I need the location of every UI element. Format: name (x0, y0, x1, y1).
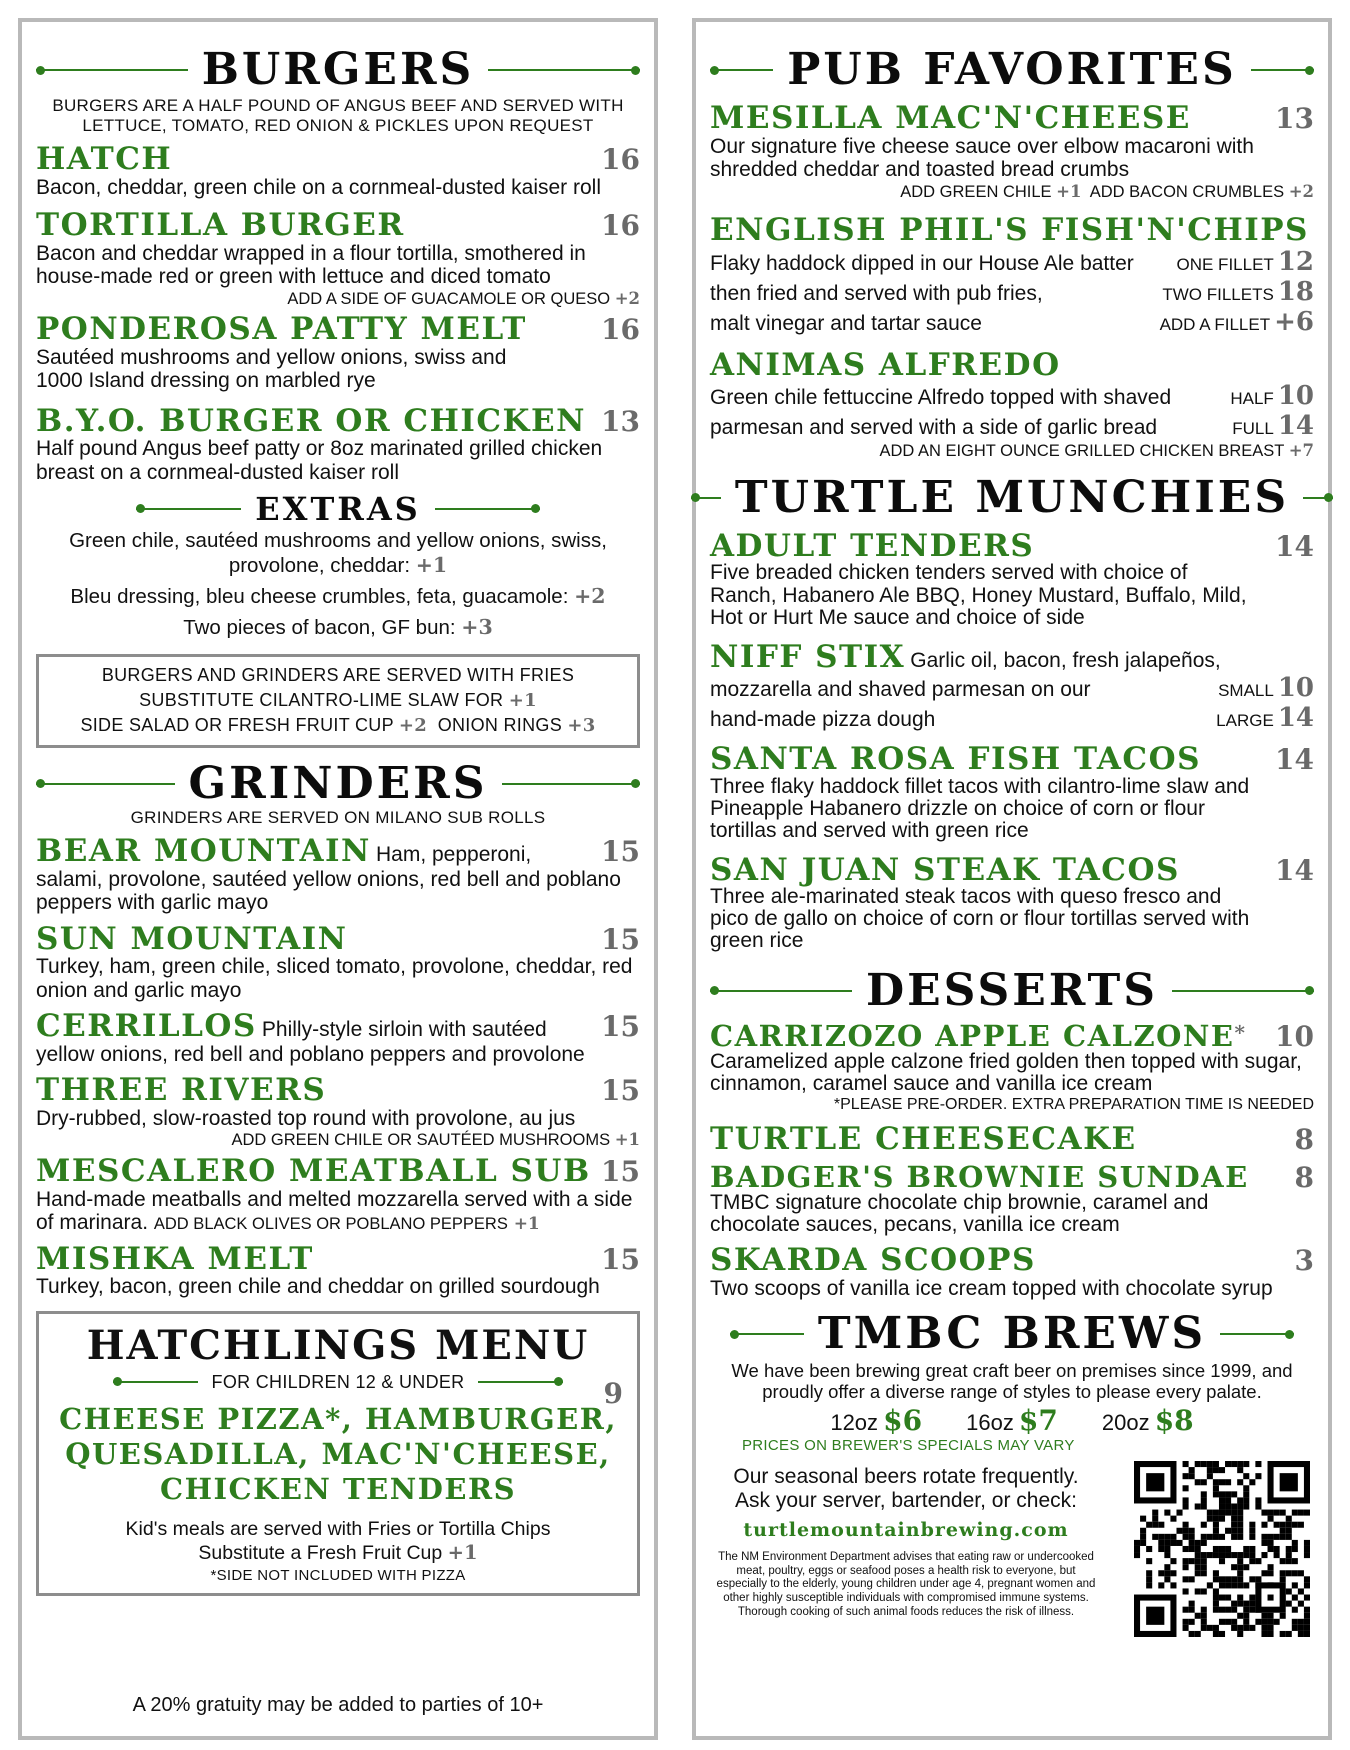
tmbc-brews-header (710, 1308, 1314, 1360)
seasonal-info (710, 1465, 1102, 1620)
hatchlings-box (36, 1311, 640, 1596)
item-name: THREE RIVERS (36, 1072, 327, 1109)
item-name: BADGER'S BROWNIE SUNDAE (710, 1159, 1249, 1194)
item-desc: Caramelized apple calzone fried golden then topped with sugar, cinnamon, caramel sauce and vanilla ice cream (710, 1049, 1302, 1096)
extras-line-1: Green chile, sautéed mushrooms and yellow onions, swiss, provolone, cheddar: +1 (69, 528, 607, 578)
item-desc: Bacon, cheddar, green chile on a cornmeal-dusted kaiser roll (36, 175, 601, 199)
brews-footer (710, 1461, 1314, 1691)
menu-item-adult-tenders (710, 527, 1314, 629)
menu-item-carrizozo-apple-calzone: CARRIZOZO APPLE CALZONE* 10 Caramelized apple calzone fried golden then topped with sugar, cinnamon, caramel sauce and vanilla ice cream *PLEASE PRE-ORDER. EXTRA PREPARATION TIME IS NEEDED (710, 1018, 1314, 1114)
menu-item-san-juan-steak-tacos (710, 851, 1314, 953)
right-panel-content (710, 22, 1314, 1736)
item-price: 14 (1275, 743, 1314, 777)
turtle-munchies-header (710, 471, 1314, 523)
sides-info-box (36, 654, 640, 748)
menu-item-three-rivers (36, 1074, 640, 1151)
health-advisory: The NM Environment Department advises that eating raw or undercooked meat, poultry, eggs or seafood poses a health risk to everyone, but especially to the elderly, young children under age 4, pregnant women and other highly susceptible individuals with compromised immune systems. Thorough cooking of such animal foods reduces the risk of illness. (716, 1550, 1096, 1619)
item-inline-desc: Philly-style sirloin with sautéed (261, 1018, 547, 1042)
item-addon: ADD AN EIGHT OUNCE GRILLED CHICKEN BREAST +7 (879, 441, 1314, 461)
kids-items-line-1: CHEESE PIZZA*, HAMBURGER, (59, 1402, 617, 1437)
item-name: HATCH (36, 141, 173, 178)
item-price: 15 (601, 1074, 640, 1108)
item-price: 13 (601, 404, 640, 438)
item-price: 15 (601, 922, 640, 956)
pub-favorites-title: PUB FAVORITES (787, 44, 1237, 95)
kids-note-1: Kid's meals are served with Fries or Tortilla Chips (125, 1517, 551, 1540)
item-name: SANTA ROSA FISH TACOS (710, 741, 1201, 778)
item-price: 15 (601, 1155, 640, 1188)
left-panel-content (36, 22, 640, 1736)
sides-line-3: SIDE SALAD OR FRESH FRUIT CUP +2 ONION RINGS +3 (80, 715, 596, 737)
menu-item-santa-rosa-fish-tacos (710, 743, 1314, 842)
item-name: CERRILLOS (36, 1008, 257, 1045)
desserts-title: DESSERTS (865, 964, 1159, 1016)
item-name: SKARDA SCOOPS (710, 1242, 1036, 1279)
brews-intro: We have been brewing great craft beer on premises since 1999, and proudly offer a diverse range of styles to please every palate. (731, 1360, 1293, 1403)
item-desc: Half pound Angus beef patty or 8oz marinated grilled chicken breast on a cornmeal-dusted kaiser roll (36, 437, 603, 484)
item-price: 14 (1275, 529, 1314, 563)
item-desc: salami, provolone, sautéed yellow onions, red bell and poblano peppers with garlic mayo (36, 867, 621, 915)
grinders-title: GRINDERS (188, 757, 488, 809)
beer-price-16oz: 16oz $7 (966, 1403, 1058, 1437)
item-price: 13 (1275, 102, 1314, 135)
beer-prices (710, 1403, 1314, 1437)
extras-header (36, 489, 640, 528)
item-name: TORTILLA BURGER (36, 207, 405, 244)
hatchlings-subtitle-row (53, 1372, 623, 1393)
item-name: ADULT TENDERS (710, 527, 1035, 564)
item-desc: Turkey, bacon, green chile and cheddar on grilled sourdough (36, 1275, 600, 1299)
sides-line-1: BURGERS AND GRINDERS ARE SERVED WITH FRIES (101, 664, 575, 685)
item-price: 15 (601, 1010, 640, 1044)
tmbc-brews-title: TMBC BREWS (817, 1308, 1207, 1360)
qr-code-icon[interactable] (1134, 1461, 1310, 1637)
kids-note-3: *SIDE NOT INCLUDED WITH PIZZA (210, 1567, 466, 1585)
hatchlings-title: HATCHLINGS MENU (86, 1321, 590, 1369)
item-inline-desc: Ham, pepperoni, (375, 843, 532, 867)
price-one-fillet: ONE FILLET 12 (1176, 246, 1314, 277)
item-name: PONDEROSA PATTY MELT (36, 311, 527, 348)
website-link[interactable]: turtlemountainbrewing.com (743, 1518, 1069, 1541)
item-desc: Sautéed mushrooms and yellow onions, swiss and 1000 Island dressing on marbled rye (36, 345, 507, 393)
price-half: HALF 10 (1230, 381, 1314, 412)
hatchlings-subtitle: FOR CHILDREN 12 & UNDER (211, 1371, 465, 1392)
item-name: MESILLA MAC'N'CHEESE (710, 100, 1191, 136)
item-desc: Five breaded chicken tenders served with choice of Ranch, Habanero Ale BBQ, Honey Mustard, Buffalo, Mild, Hot or Hurt Me sauce and choice of side (710, 561, 1247, 629)
burgers-header (36, 44, 640, 95)
kids-items-line-2: QUESADILLA, MAC'N'CHEESE, (65, 1437, 611, 1472)
menu-item-niff-stix: NIFF STIX Garlic oil, bacon, fresh jalapeños, mozzarella and shaved parmesan on our SMALL 10 hand-made pizza dough LARGE 14 (710, 638, 1314, 734)
item-price: 10 (1275, 1019, 1314, 1053)
menu-item-mesilla-mac (710, 102, 1314, 202)
menu-item-sun-mountain (36, 920, 640, 1003)
item-desc: TMBC signature chocolate chip brownie, caramel and chocolate sauces, pecans, vanilla ice cream (710, 1191, 1209, 1237)
beer-price-12oz: 12oz $6 (830, 1403, 923, 1437)
menu-item-mishka-melt (36, 1240, 640, 1299)
price-add-fillet: ADD A FILLET +6 (1159, 306, 1314, 337)
price-two-fillets: TWO FILLETS 18 (1162, 276, 1314, 307)
menu-item-fish-n-chips: ENGLISH PHIL'S FISH'N'CHIPS Flaky haddock dipped in our House Ale batter ONE FILLET 12 then fried and served with pub fries, TWO FILLETS 18 malt vinegar and tartar sauce ADD A FILLET +6 (710, 212, 1314, 337)
item-name: CARRIZOZO APPLE CALZONE (710, 1018, 1235, 1053)
turtle-munchies-title: TURTLE MUNCHIES (734, 471, 1290, 523)
kids-note-2: Substitute a Fresh Fruit Cup +1 (198, 1541, 478, 1565)
item-name: ENGLISH PHIL'S FISH'N'CHIPS (710, 212, 1309, 249)
price-large: LARGE 14 (1216, 703, 1314, 734)
gratuity-note: A 20% gratuity may be added to parties of 10+ (132, 1694, 544, 1716)
grinders-note: GRINDERS ARE SERVED ON MILANO SUB ROLLS (130, 807, 546, 827)
menu-item-byo-burger (36, 402, 640, 485)
item-addon: ADD A SIDE OF GUACAMOLE OR QUESO +2 (287, 288, 640, 308)
menu-item-brownie-sundae (710, 1159, 1314, 1237)
item-price: 16 (601, 209, 640, 243)
item-desc: Hand-made meatballs and melted mozzarella served with a side of marinara. ADD BLACK OLIVES OR POBLANO PEPPERS +1 (36, 1187, 633, 1235)
kids-items-line-3: CHICKEN TENDERS (159, 1471, 517, 1506)
item-price: 16 (601, 143, 640, 177)
menu-item-mescalero-meatball-sub (36, 1155, 640, 1235)
hatchlings-price: 9 (603, 1376, 623, 1410)
item-desc: Bacon and cheddar wrapped in a flour tortilla, smothered in house-made red or green with lettuce and diced tomato (36, 241, 586, 289)
item-desc: Our signature five cheese sauce over elbow macaroni with shredded cheddar and toasted bread crumbs (710, 134, 1254, 182)
item-desc: yellow onions, red bell and poblano peppers and provolone (36, 1042, 585, 1066)
menu-item-skarda-scoops (710, 1244, 1314, 1300)
item-name: BEAR MOUNTAIN (36, 833, 371, 870)
item-name: B.Y.O. BURGER OR CHICKEN (36, 402, 586, 439)
item-addon: ADD GREEN CHILE OR SAUTÉED MUSHROOMS +1 (231, 1130, 640, 1150)
extras-line-3: Two pieces of bacon, GF bun: +3 (183, 615, 493, 640)
price-small: SMALL 10 (1218, 673, 1314, 704)
menu-item-animas-alfredo: ANIMAS ALFREDO Green chile fettuccine Alfredo topped with shaved HALF 10 parmesan and served with a side of garlic bread FULL 14 ADD AN EIGHT OUNCE GRILLED CHICKEN BREAST +7 (710, 346, 1314, 461)
item-name: MISHKA MELT (36, 1240, 314, 1277)
item-desc: Two scoops of vanilla ice cream topped with chocolate syrup (710, 1276, 1273, 1300)
menu-item-ponderosa-patty-melt (36, 313, 640, 393)
menu-item-tortilla-burger (36, 209, 640, 309)
item-note: *PLEASE PRE-ORDER. EXTRA PREPARATION TIME IS NEEDED (833, 1096, 1314, 1114)
extras-line-2: Bleu dressing, bleu cheese crumbles, feta, guacamole: +2 (70, 583, 606, 608)
seasonal-line-1: Our seasonal beers rotate frequently. (733, 1464, 1079, 1488)
item-name: SAN JUAN STEAK TACOS (710, 851, 1180, 888)
item-price: 8 (1294, 1123, 1314, 1157)
menu-item-bear-mountain (36, 835, 640, 915)
price-full: FULL 14 (1232, 411, 1314, 442)
item-desc: Three ale-marinated steak tacos with queso fresco and pico de gallo on choice of corn or flour tortillas served with green rice (710, 885, 1250, 953)
menu-item-hatch (36, 143, 640, 199)
item-inline-desc: Garlic oil, bacon, fresh jalapeños, (910, 648, 1221, 672)
menu-item-cerrillos (36, 1010, 640, 1066)
seasonal-line-2: Ask your server, bartender, or check: (735, 1488, 1077, 1512)
item-desc: Three flaky haddock fillet tacos with cilantro-lime slaw and Pineapple Habanero drizzle on choice of corn or flour tortillas and served with green rice (710, 774, 1250, 842)
item-price: 14 (1275, 853, 1314, 887)
item-desc: Turkey, ham, green chile, sliced tomato, provolone, cheddar, red onion and garlic mayo (36, 955, 633, 1002)
grinders-header (36, 757, 640, 809)
beer-price-20oz: 20oz $8 (1101, 1403, 1194, 1437)
item-name: MESCALERO MEATBALL SUB (36, 1153, 591, 1189)
right-menu-panel (692, 18, 1332, 1740)
item-name: ANIMAS ALFREDO (710, 346, 1061, 383)
prices-note: PRICES ON BREWER'S SPECIALS MAY VARY (742, 1437, 1075, 1455)
item-desc: Dry-rubbed, slow-roasted top round with provolone, au jus (36, 1106, 576, 1130)
item-price: 15 (601, 1242, 640, 1276)
item-price: 3 (1294, 1244, 1314, 1278)
item-price: 8 (1294, 1160, 1314, 1194)
pub-favorites-header (710, 44, 1314, 95)
menu-item-turtle-cheesecake (710, 1123, 1314, 1156)
sides-line-2: SUBSTITUTE CILANTRO-LIME SLAW FOR +1 (139, 690, 537, 712)
item-price: 15 (601, 835, 640, 869)
item-name: SUN MOUNTAIN (36, 920, 348, 957)
item-name: NIFF STIX (710, 638, 906, 675)
item-addons: ADD GREEN CHILE +1 ADD BACON CRUMBLES +2 (900, 181, 1314, 201)
burgers-note: BURGERS ARE A HALF POUND OF ANGUS BEEF AND SERVED WITH LETTUCE, TOMATO, RED ONION & PICKLES UPON REQUEST (52, 96, 624, 135)
extras-title: EXTRAS (255, 489, 421, 528)
desserts-header (710, 964, 1314, 1016)
burgers-title: BURGERS (201, 44, 475, 95)
item-name: TURTLE CHEESECAKE (710, 1121, 1137, 1158)
left-menu-panel (18, 18, 658, 1740)
item-price: 16 (601, 313, 640, 347)
